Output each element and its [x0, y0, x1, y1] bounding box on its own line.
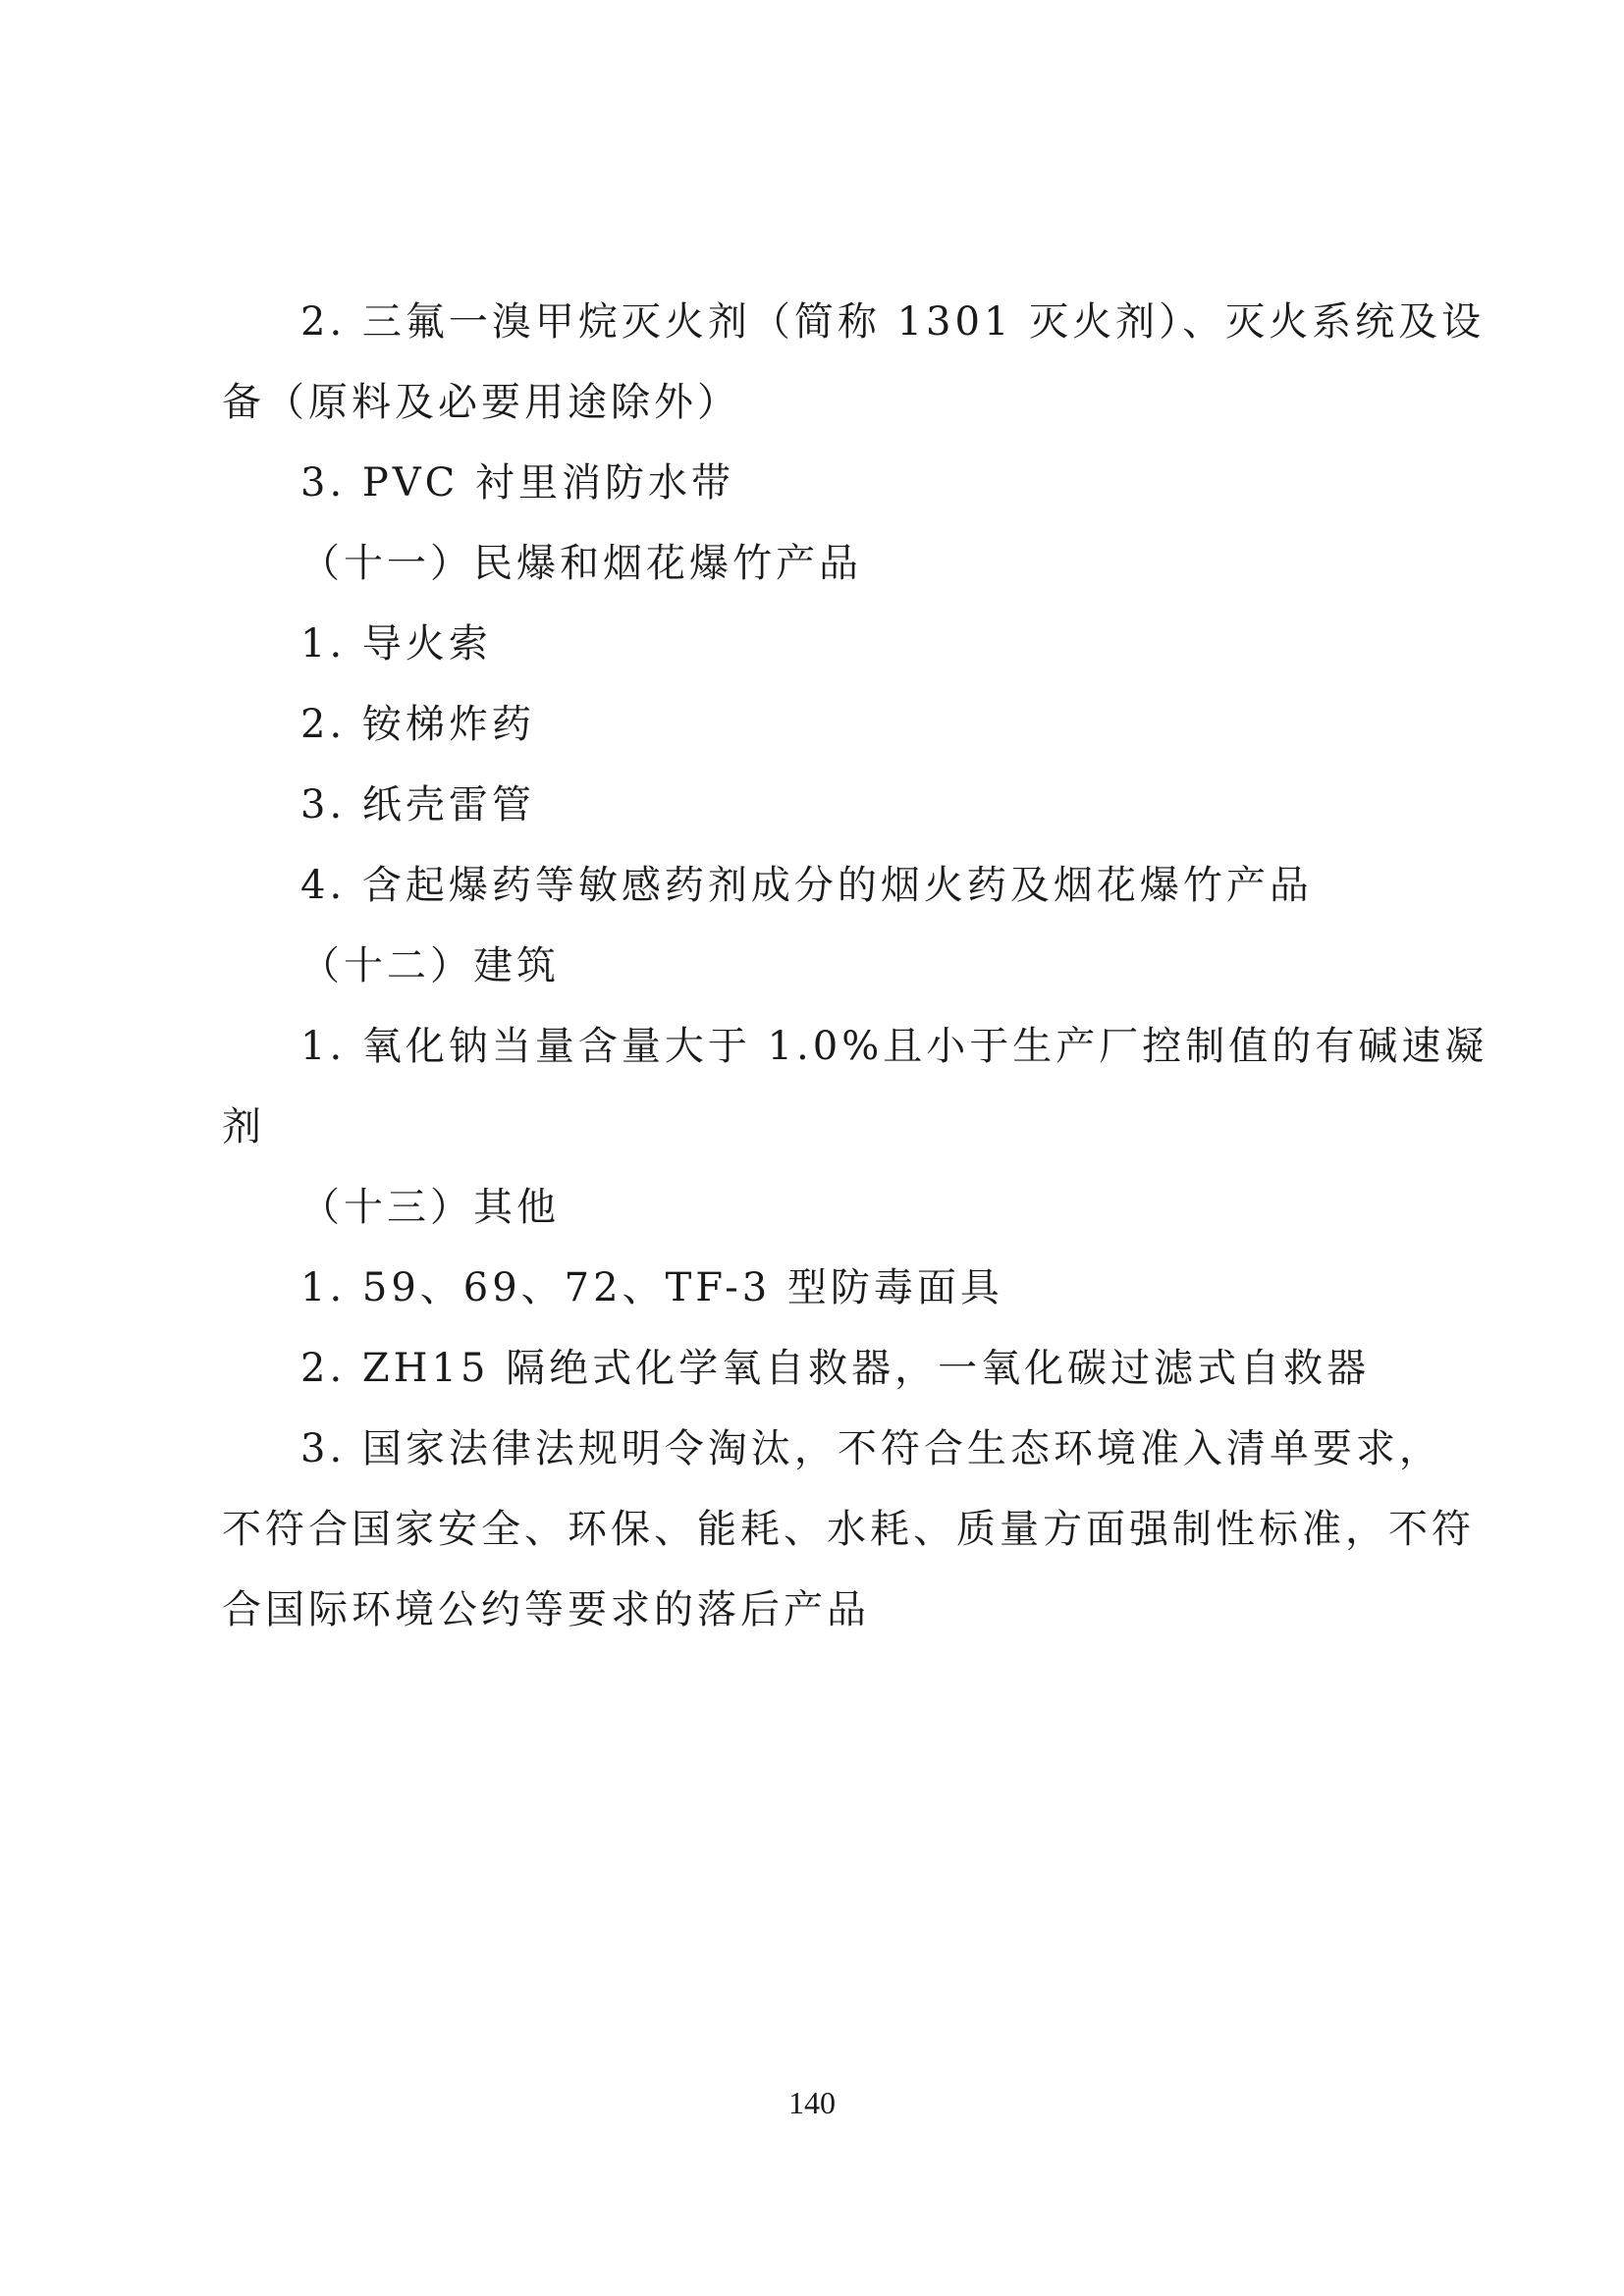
text-line-item-2-continued: 备（原料及必要用途除外） [222, 380, 740, 425]
section-heading-12: （十二）建筑 [300, 943, 560, 988]
section-heading-13: （十三）其他 [300, 1185, 560, 1230]
text-line-item-1-gas-masks: 1. 59、69、72、TF-3 型防毒面具 [300, 1265, 1003, 1310]
text-line-item-2-self-rescuer: 2. ZH15 隔绝式化学氧自救器，一氧化碳过滤式自救器 [300, 1346, 1371, 1391]
text-line-item-3-end: 合国际环境公约等要求的落后产品 [222, 1587, 870, 1632]
text-line-item-1-continued: 剂 [222, 1104, 265, 1149]
text-line-item-3-detonator: 3. 纸壳雷管 [300, 782, 535, 828]
text-line-item-3-continued: 不符合国家安全、环保、能耗、水耗、质量方面强制性标准，不符 [222, 1507, 1475, 1552]
section-heading-11: （十一）民爆和烟花爆竹产品 [300, 541, 862, 586]
text-line-item-3-pvc-hose: 3. PVC 衬里消防水带 [300, 460, 734, 506]
text-line-item-2-explosive: 2. 铵梯炸药 [300, 702, 535, 747]
text-line-item-2-halon-1301: 2. 三氟一溴甲烷灭火剂（简称 1301 灭火剂）、灭火系统及设 [300, 299, 1486, 345]
page-number: 140 [788, 2085, 836, 2120]
text-line-item-3-obsolete: 3. 国家法律法规明令淘汰，不符合生态环境准入清单要求， [300, 1426, 1442, 1471]
text-line-item-1-fuse: 1. 导火索 [300, 621, 492, 667]
text-line-item-4-fireworks: 4. 含起爆药等敏感药剂成分的烟火药及烟花爆竹产品 [300, 863, 1313, 908]
text-line-item-1-accelerator: 1. 氧化钠当量含量大于 1.0%且小于生产厂控制值的有碱速凝 [300, 1024, 1489, 1069]
